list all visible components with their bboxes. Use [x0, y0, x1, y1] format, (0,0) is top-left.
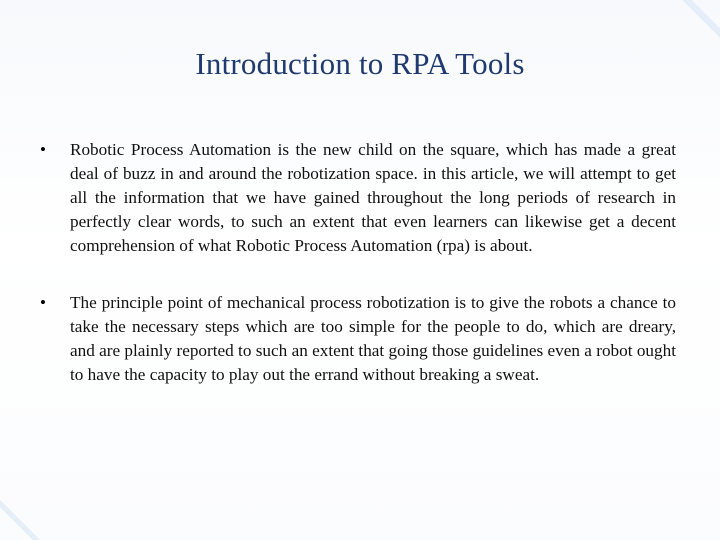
bullet-item	[36, 138, 676, 258]
corner-decoration-bottom-left	[0, 480, 60, 540]
bullet-list	[36, 138, 676, 420]
bullet-marker: •	[40, 293, 46, 312]
bullet-text: Robotic Process Automation is the new child on the square, which has made a great deal of buzz in and around the robotization space. in this article, we will attempt to get all the information that we have gained throughout the long periods of research in perfectly clear words, to such an extent that even learners can likewise get a decent comprehension of what Robotic Process Automation (rpa) is about.	[70, 140, 676, 255]
bullet-item	[36, 291, 676, 387]
bullet-text: The principle point of mechanical process robotization is to give the robots a chance to take the necessary steps which are too simple for the people to do, which are dreary, and are plainly reported to such an extent that going those guidelines even a robot ought to have the capacity to play out the errand without breaking a sweat.	[70, 293, 676, 384]
slide-title: Introduction to RPA Tools	[195, 46, 525, 81]
decorative-stripe	[0, 480, 52, 540]
bullet-marker: •	[40, 140, 46, 159]
